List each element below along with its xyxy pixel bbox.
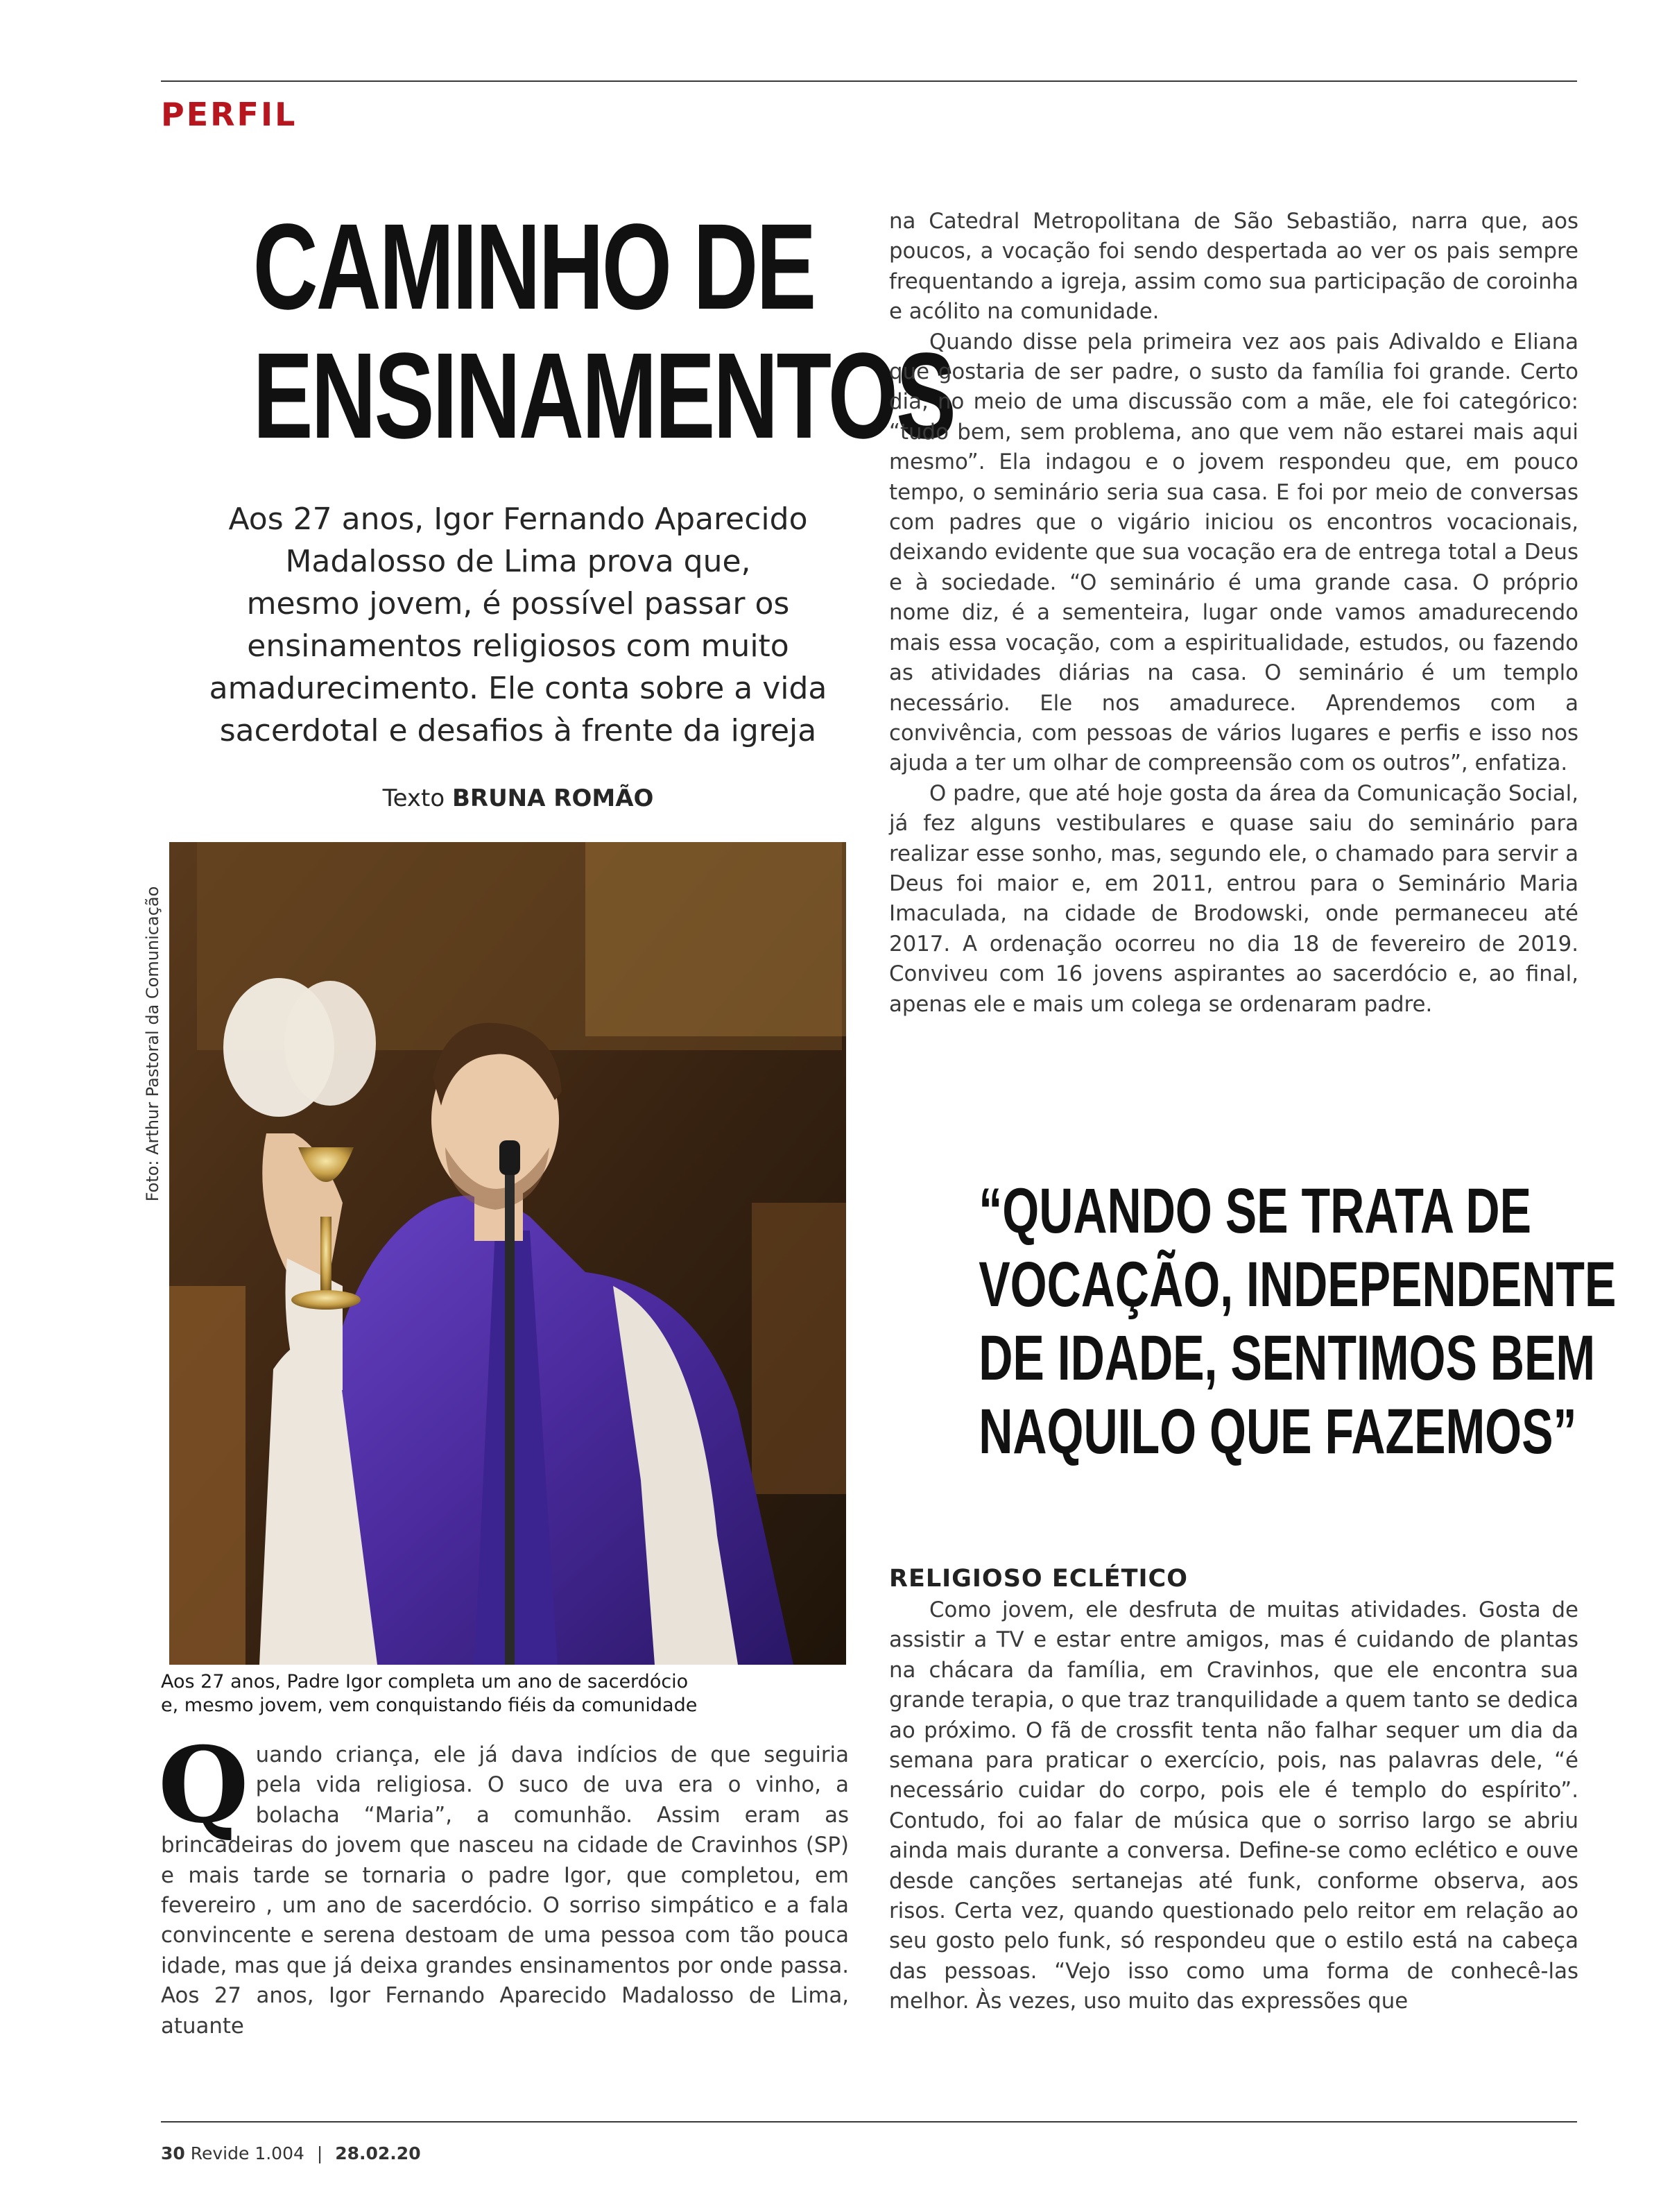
body-paragraph: [158, 1724, 849, 2041]
body-column-right-bottom: [889, 1562, 1578, 2017]
body-paragraph: Como jovem, ele desfruta de muitas atividades. Gosta de assistir a TV e estar entre amigos, mas é cuidando de plantas na chácara da família, em Cravinhos, que ele encontra sua grande terapia, o que traz tranquilidade a quem tanto se dedica ao próximo. O fã de crossfit tenta não falhar sequer um dia da semana para praticar o exercício, pois, nas palavras dele, “é necessário cuidar do corpo, pois ele é templo do espírito”. Contudo, foi ao falar de música que o sorriso largo se abriu ainda mais durante a conversa. Define-se como eclético e ouve desde canções sertanejas até funk, conforme observa, aos risos. Certa vez, quando questionado pelo reitor em relação ao seu gosto pelo funk, só respondeu que o estilo está na cabeça das pessoas. “Vejo isso como uma forma de conhecê-las melhor. Às vezes, uso muito das expressões que: [889, 1597, 1578, 2014]
standfirst-line: sacerdotal e desafios à frente da igreja: [219, 713, 817, 748]
page-footer: [161, 2143, 421, 2163]
headline-line-1: CAMINHO DE: [252, 199, 815, 335]
photo-credit: Foto: Arthur Pastoral da Comunicação: [143, 886, 162, 1202]
priest-photo: [169, 842, 846, 1665]
issue-date: 28.02.20: [335, 2143, 421, 2163]
caption-line: Aos 27 anos, Padre Igor completa um ano de sacerdócio: [161, 1671, 689, 1692]
bottom-rule: [161, 2121, 1577, 2123]
body-paragraph: na Catedral Metropolitana de São Sebastião, narra que, aos poucos, a vocação foi sendo despertada ao ver os pais sempre frequentando a igreja, assim como sua participação de coroinha e acólito na comunidade.: [889, 209, 1578, 325]
subhead: RELIGIOSO ECLÉTICO: [889, 1565, 1188, 1593]
standfirst: [161, 498, 875, 752]
pull-quote-line: “QUANDO SE TRATA DE: [979, 1176, 1532, 1246]
body-paragraph: O padre, que até hoje gosta da área da Comunicação Social, já fez alguns vestibulares e quase saiu do seminário para realizar esse sonho, mas, segundo ele, o chamado para servir a Deus foi maior e, em 2011, entrou para o Seminário Maria Imaculada, na cidade de Brodowski, onde permaneceu até 2017. A ordenação ocorreu no dia 18 de fevereiro de 2019. Conviveu com 16 jovens aspirantes ao sacerdócio e, ao final, apenas ele e mais um colega se ordenaram padre.: [889, 780, 1578, 1017]
byline: [161, 785, 875, 812]
pull-quote: [979, 1174, 1617, 1468]
body-column-right-top: [889, 207, 1578, 1020]
standfirst-line: Madalosso de Lima prova que,: [285, 544, 751, 579]
standfirst-line: ensinamentos religiosos com muito: [247, 628, 789, 664]
standfirst-line: Aos 27 anos, Igor Fernando Aparecido: [228, 501, 808, 537]
headline-line-2: ENSINAMENTOS: [252, 328, 954, 464]
standfirst-line: amadurecimento. Ele conta sobre a vida: [209, 671, 827, 706]
section-label: PERFIL: [161, 96, 298, 133]
pull-quote-line: VOCAÇÃO, INDEPENDENTE: [979, 1249, 1617, 1320]
top-rule: [161, 80, 1577, 82]
pull-quote-line: DE IDADE, SENTIMOS BEM: [979, 1323, 1596, 1394]
caption-line: e, mesmo jovem, vem conquistando fiéis da comunidade: [161, 1695, 698, 1716]
photo-caption: [161, 1670, 847, 1717]
magazine-issue: Revide 1.004: [190, 2143, 304, 2163]
footer-separator: |: [316, 2143, 323, 2163]
page-number: 30: [161, 2143, 185, 2163]
body-paragraph-text: uando criança, ele já dava indícios de que seguiria pela vida religiosa. O suco de uva era o vinho, a bolacha “Maria”, a comunhão. Assim eram as brincadeiras do jovem que nasceu na cidade de Cravinhos (SP) e mais tarde se tornaria o padre Igor, que completou, em fevereiro , um ano de sacerdócio. O sorriso simpático e a fala convincente e serena destoam de uma pessoa com tão pouca idade, mas que já deixa grandes ensinamentos por onde passa. Aos 27 anos, Igor Fernando Aparecido Madalosso de Lima, atuante: [161, 1742, 849, 2039]
standfirst-line: mesmo jovem, é possível passar os: [246, 586, 790, 621]
byline-author: BRUNA ROMÃO: [451, 785, 654, 812]
byline-prefix: Texto: [382, 785, 445, 812]
headline: [252, 199, 954, 464]
body-column-left: [158, 1724, 849, 2041]
pull-quote-line: NAQUILO QUE FAZEMOS”: [979, 1396, 1577, 1467]
drop-cap: Q: [158, 1724, 249, 1846]
body-paragraph: Quando disse pela primeira vez aos pais Adivaldo e Eliana que gostaria de ser padre, o susto da família foi grande. Certo dia, no meio de uma discussão com a mãe, ele foi categórico: “tudo bem, sem problema, ano que vem não estarei mais aqui mesmo”. Ela indagou e o jovem respondeu que, em pouco tempo, o seminário seria sua casa. E foi por meio de conversas com padres que o vigário iniciou os encontros vocacionais, deixando evidente que sua vocação era de entrega total a Deus e à sociedade. “O seminário é uma grande casa. O próprio nome diz, é a sementeira, lugar onde vamos amadurecendo mais essa vocação, com a espiritualidade, estudos, ou fazendo as atividades diárias na casa. O seminário é um templo necessário. Ele nos amadurece. Aprendemos com a convivência, com pessoas de vários lugares e perfis e isso nos ajuda a ter um olhar de compreensão com os outros”, enfatiza.: [889, 329, 1578, 776]
